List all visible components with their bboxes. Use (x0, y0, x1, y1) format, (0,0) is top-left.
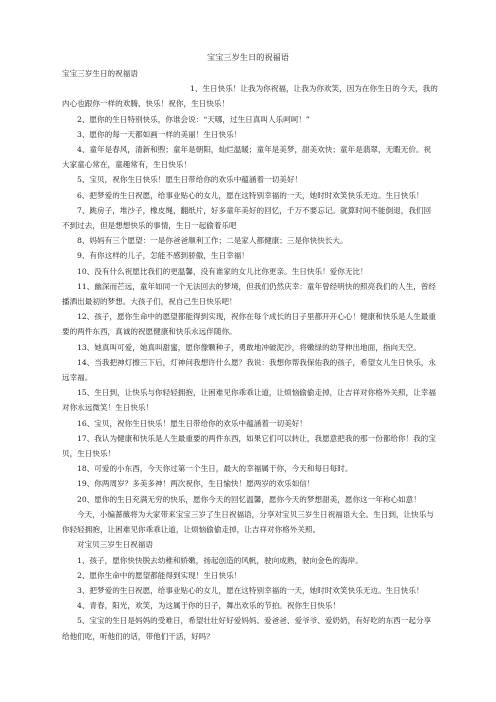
list-item: 11、幽深而芒远，童年如同一个无法回去的梦境，但我们仍然庆幸：童年曾经明快的照亮我们的人生，曾经播洒出最初的梦想。大孩子们，祝自己生日快乐吧！ (62, 281, 436, 307)
list-item: 12、孩子，愿你生命中的愿望都能得到实现，祝你在每个成长的日子里都开开心心！健康和快乐是人生最重要的两件东西，真诚的祝愿健康和快乐永远伴随你。 (62, 312, 436, 337)
list-item: 15、生日到，让快乐与你轻轻拥抱，让困难见你乖乖让道，让烦恼偷偷走掉，让吉祥对你格外关照，让幸福对你永远微笑！生日快乐！ (62, 388, 436, 413)
section-2-list (62, 553, 438, 644)
section-2-heading: 对宝贝三岁生日祝福语 (77, 540, 153, 550)
list-item: 5、宝宝的生日是妈妈的受难日，希望壮壮好好爱妈妈、爱爸爸、爱爷爷、爱奶奶，有好吃的东西一起分享给他们吃，听他们的话，带他们干活，好吗？ (62, 616, 432, 641)
list-item: 19、你两周岁？多美多神！两次祝你，生日愉快！愿两岁的欢乐如信！ (77, 479, 315, 489)
list-item: 1、孩子，愿你快快脱去幼稚和娇嫩，扬起创造的风帆，驶向成熟，驶向金色的海岸。 (77, 555, 363, 565)
list-item: 13、她真叫可爱，她真叫甜蜜，愿你像颗种子，勇敢地冲破泥沙，将嫩绿的幼芽伸出地面，指向天空。 (77, 342, 421, 352)
list-item: 14、当我把神灯擦三下后，灯神问我想许什么愿？我说：我想你帮我保佑我的孩子，希望女儿生日快乐，永远幸福。 (62, 357, 436, 383)
list-item: 1、生日快乐！让我为你祝福，让我为你欢笑，因为在你生日的今天，我的内心也跟你一样的欢腾、快乐！祝你，生日快乐！ (62, 84, 438, 109)
list-item: 3、把梦爱的生日祝愿，给事业贴心的女儿，愿在这特别幸福的一天，她时时欢笑快乐无边。生日快乐！ (77, 585, 424, 595)
list-item: 10、没有什么祝愿比我们的更温馨，没有谁家的女儿比你更亲。生日快乐！爱你无比！ (77, 266, 368, 276)
list-item: 18、可爱的小东西，今天你过第一个生日，最大的幸福属于你，今天和每日每时。 (77, 464, 353, 474)
section-1-list (62, 81, 438, 507)
document-title: 宝宝三岁生日的祝福语 (207, 52, 289, 62)
list-item: 2、愿你的生日特别快乐，你谁会说：“天哪，过生日真叫人乐呵呵！” (77, 114, 310, 124)
list-item: 5、宝贝，祝你生日快乐！愿生日带给你的欢乐中蕴涵着一切美好！ (77, 175, 303, 185)
list-item: 4、青春，阳光，欢笑，为这属于你的日子，舞出欢乐的节拍。祝你生日快乐！ (77, 601, 341, 611)
list-item: 6、把梦爱的生日祝愿，给事业贴心的女儿，愿在这特别幸福的一天，她时时欢笑快乐无边。生日快乐！ (77, 190, 424, 200)
list-item: 17、我认为健康和快乐是人生最重要的两件东西，如果它们可以转让，我愿意把我的那一份都给你！我的宝贝，生日快乐！ (62, 433, 436, 459)
section-1-heading: 宝宝三岁生日的祝福语 (62, 69, 138, 78)
list-item: 7、跳房子，堆沙子，橡皮绳，翻纸片，好多童年美好的回忆，千万不要忘记。就算时间不能倒退，我们回不到过去，但是想想快乐的事情，生日一起偷着乐吧 (62, 205, 432, 231)
list-item: 9、有你这样的儿子，怎能不感到骄傲，生日幸福！ (77, 251, 249, 261)
list-item: 20、愿你的生日充满无穷的快乐，愿你今天的回忆温馨，愿你今天的梦想甜美，愿你这一年称心如意！ (77, 494, 421, 504)
list-item: 4、童年是春风，清新和煦；童年是朝阳，灿烂温暖；童年是美梦，甜美欢快；童年是翡翠，无暇无价。祝大家童心常在，童趣常有，生日快乐！ (62, 145, 432, 170)
list-item: 8、妈妈有三个愿望：一是你爸爸顺利工作；二是家人都健康；三是你快快长大。 (77, 236, 348, 246)
list-item: 16、宝贝，祝你生日快乐！愿生日带给你的欢乐中蕴涵着一切美好！ (77, 418, 307, 428)
list-item: 2、愿你生命中的愿望都能得到实现！生日快乐！ (77, 570, 242, 580)
section-1 (62, 66, 438, 644)
list-item: 3、愿你的每一天都如画一样的美丽！生日快乐！ (77, 129, 242, 139)
intro-paragraph: 今天，小编蔷薇将为大家带来宝宝三岁了生日祝福语，分享对宝贝三岁生日祝福语大全。生日到，让快乐与你轻轻拥抱，让困难见你乖乖让道，让烦恼偷偷走掉，让吉祥对你格外关照。 (62, 509, 434, 535)
